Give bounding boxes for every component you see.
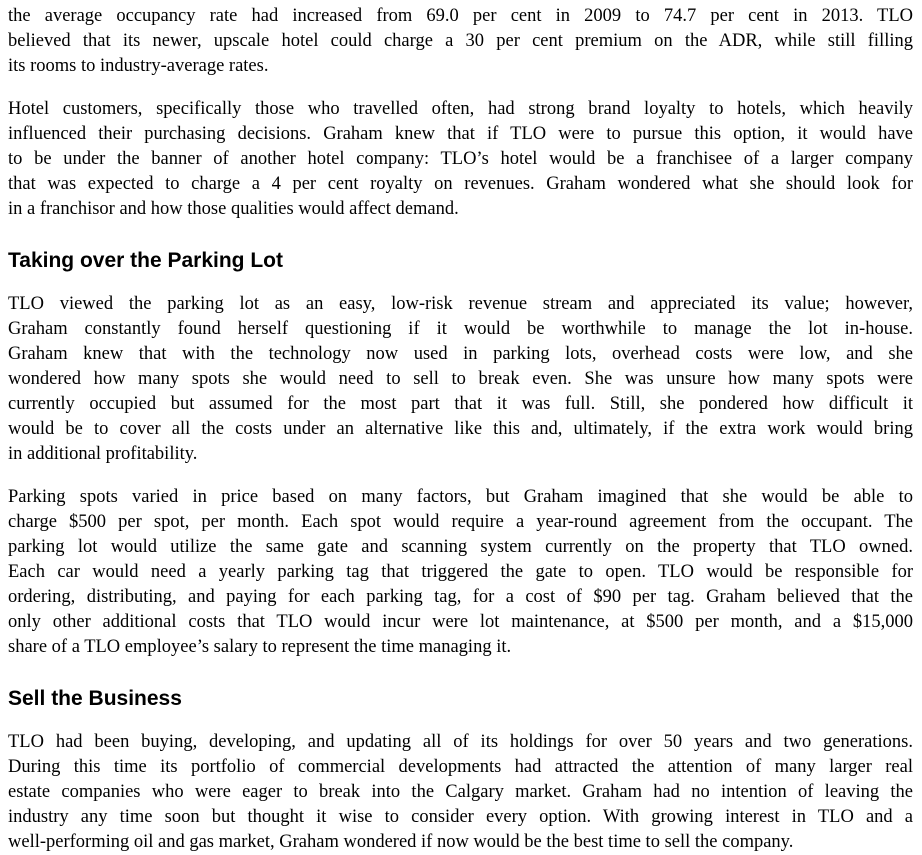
text-line: currently occupied but assumed for the most part that it was full. Still, she pondered how difficult it <box>8 394 913 414</box>
text-line: Parking spots varied in price based on many factors, but Graham imagined that she would be able to <box>8 487 913 507</box>
text-line: Each car would need a yearly parking tag that triggered the gate to open. TLO would be responsible for <box>8 562 913 582</box>
paragraph <box>8 4 913 79</box>
paragraph <box>8 292 913 467</box>
text-line: parking lot would utilize the same gate and scanning system currently on the property that TLO owned. <box>8 537 913 557</box>
text-line: TLO viewed the parking lot as an easy, low-risk revenue stream and appreciated its value; however, <box>8 294 913 314</box>
text-line: wondered how many spots she would need to sell to break even. She was unsure how many spots were <box>8 369 913 389</box>
section-heading-sell-the-business: Sell the Business <box>8 687 182 710</box>
text-line: believed that its newer, upscale hotel could charge a 30 per cent premium on the ADR, while still filling <box>8 31 913 51</box>
text-line: well-performing oil and gas market, Graham wondered if now would be the best time to sell the company. <box>8 832 794 852</box>
text-line: only other additional costs that TLO would incur were lot maintenance, at $500 per month, and a $15,000 <box>8 612 913 632</box>
text-line: ordering, distributing, and paying for each parking tag, for a cost of $90 per tag. Graham believed that the <box>8 587 913 607</box>
section-heading-taking-over-the-parking-lot: Taking over the Parking Lot <box>8 249 283 272</box>
text-line: During this time its portfolio of commercial developments had attracted the attention of many larger real <box>8 757 913 777</box>
paragraph <box>8 485 913 660</box>
text-line: Graham constantly found herself questioning if it would be worthwhile to manage the lot in-house. <box>8 319 913 339</box>
text-line: in a franchisor and how those qualities would affect demand. <box>8 199 459 219</box>
text-line: the average occupancy rate had increased from 69.0 per cent in 2009 to 74.7 per cent in 2013. TLO <box>8 6 913 26</box>
paragraph <box>8 730 913 855</box>
text-line: share of a TLO employee’s salary to represent the time managing it. <box>8 637 512 657</box>
text-line: to be under the banner of another hotel company: TLO’s hotel would be a franchisee of a larger company <box>8 149 913 169</box>
text-line: industry any time soon but thought it wise to consider every option. With growing interest in TLO and a <box>8 807 913 827</box>
text-line: that was expected to charge a 4 per cent royalty on revenues. Graham wondered what she should look for <box>8 174 913 194</box>
text-line: Hotel customers, specifically those who travelled often, had strong brand loyalty to hotels, which heavily <box>8 99 913 119</box>
text-line: its rooms to industry-average rates. <box>8 56 269 76</box>
text-line: TLO had been buying, developing, and updating all of its holdings for over 50 years and two generations. <box>8 732 913 752</box>
paragraph <box>8 97 913 222</box>
text-line: estate companies who were eager to break into the Calgary market. Graham had no intention of leaving the <box>8 782 913 802</box>
text-line: charge $500 per spot, per month. Each spot would require a year-round agreement from the occupant. The <box>8 512 913 532</box>
text-line: influenced their purchasing decisions. Graham knew that if TLO were to pursue this option, it would have <box>8 124 913 144</box>
text-line: would be to cover all the costs under an alternative like this and, ultimately, if the extra work would bring <box>8 419 913 439</box>
text-line: in additional profitability. <box>8 444 198 464</box>
text-line: Graham knew that with the technology now used in parking lots, overhead costs were low, and she <box>8 344 913 364</box>
